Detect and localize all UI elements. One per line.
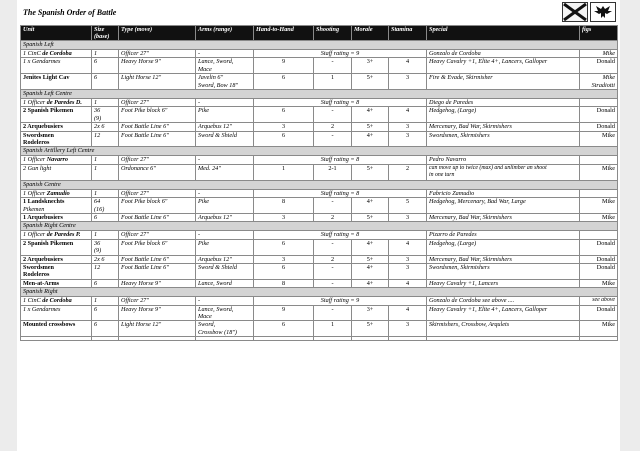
arms-cell: Arquebus 12" — [196, 123, 254, 131]
morale-cell: 4+ — [352, 263, 389, 279]
h2h-cell: 6 — [254, 321, 314, 337]
morale-cell: 4+ — [352, 279, 389, 287]
unit-name: Men-at-Arms — [23, 279, 60, 287]
stamina-cell: 3 — [389, 213, 427, 221]
special-cell: Heavy Cavalry +1, Lancers — [427, 279, 580, 287]
figs-cell — [580, 231, 618, 239]
size-cell: 1 — [92, 156, 119, 164]
figs-cell: Donald — [580, 107, 618, 123]
figs-cell: Donald — [580, 123, 618, 131]
table-row — [21, 198, 618, 214]
morale-cell: 4+ — [352, 198, 389, 214]
section-row — [21, 180, 618, 189]
special-line: can move up to twice (max) and unlimber an shoot — [429, 164, 547, 171]
figs-cell: Donald — [580, 239, 618, 255]
unit-name: 2 Spanish Pikemen — [23, 107, 74, 115]
unit-cell — [21, 189, 92, 197]
unit-officer-name: de Cordoba — [42, 50, 72, 57]
unit-cell — [21, 213, 92, 221]
special-cell: Hedgehog, (Large) — [427, 239, 580, 255]
header-figs: figs — [580, 26, 618, 41]
unit-cell — [21, 297, 92, 305]
unit-officer-name: de Cordoba — [42, 297, 72, 305]
unit-officer-name: Zamudio — [46, 189, 70, 197]
figs-cell: see above — [580, 297, 618, 305]
type-cell: Heavy Horse 9" — [119, 58, 196, 74]
unit-cell — [21, 74, 92, 90]
arms-line: Mace — [198, 65, 212, 73]
unit-rank: 1 Officer — [23, 231, 47, 239]
arms-cell: Pike — [196, 107, 254, 123]
header-size: Size (base) — [92, 26, 119, 41]
stamina-cell: 3 — [389, 255, 427, 263]
special-cell: Heavy Cavalry +1, Elite 4+, Lancers, Galloper — [427, 58, 580, 74]
h2h-cell: 6 — [254, 107, 314, 123]
table-row — [21, 231, 618, 239]
unit-cell — [21, 239, 92, 255]
arms-line: Sword, Bow 18" — [198, 81, 239, 89]
morale-cell: 5+ — [352, 123, 389, 131]
arms-cell: Sword & Shield — [196, 263, 254, 279]
table-row — [21, 337, 618, 341]
type-cell: Officer 27" — [119, 156, 196, 164]
empty-cell — [314, 337, 352, 341]
morale-cell: 3+ — [352, 58, 389, 74]
stamina-cell: 4 — [389, 107, 427, 123]
table-row — [21, 164, 618, 180]
shooting-cell: - — [314, 279, 352, 287]
size-cell: 6 — [92, 321, 119, 337]
special-cell: Diego de Paredes — [427, 99, 580, 107]
special-cell: Mercenary, Bad War, Skirmishers — [427, 255, 580, 263]
arms-cell: Pike — [196, 239, 254, 255]
unit-cell — [21, 123, 92, 131]
staff-rating-cell: Staff rating = 8 — [254, 99, 427, 107]
header-arms: Arms (range) — [196, 26, 254, 41]
unit-rank: 1 Officer — [23, 189, 47, 197]
shooting-cell: 1 — [314, 74, 352, 90]
unit-name: 2 Spanish Pikemen — [23, 239, 74, 247]
table-row — [21, 74, 618, 90]
morale-cell: 5+ — [352, 213, 389, 221]
figs-cell: Mike — [580, 279, 618, 287]
header-row — [21, 26, 618, 41]
size-cell: 12 — [92, 263, 119, 279]
special-cell: Fabricio Zamudio — [427, 189, 580, 197]
stamina-cell: 4 — [389, 239, 427, 255]
type-cell: Foot Pike block 6" — [119, 239, 196, 255]
stamina-cell: 3 — [389, 74, 427, 90]
stamina-cell: 3 — [389, 263, 427, 279]
stamina-cell: 3 — [389, 123, 427, 131]
staff-rating-cell: Staff rating = 8 — [254, 156, 427, 164]
section-title: Spanish Artillery Left Centre — [21, 147, 618, 156]
arms-cell: Lance, Sword — [196, 279, 254, 287]
arms-cell: - — [196, 231, 254, 239]
figs-line: Mike — [602, 74, 615, 82]
special-cell: Heavy Cavalry +1, Elite 4+, Lancers, Galloper — [427, 305, 580, 321]
special-cell — [427, 164, 580, 180]
unit-subname: Pikemen — [23, 205, 45, 213]
h2h-cell: 6 — [254, 131, 314, 147]
unit-cell: 1 x Gendarmes — [21, 58, 92, 74]
unit-cell — [21, 321, 92, 337]
stamina-cell: 2 — [389, 164, 427, 180]
unit-name: Swordsmen — [23, 263, 54, 271]
shooting-cell: - — [314, 131, 352, 147]
table-row — [21, 189, 618, 197]
arms-line: Lance, Sword, — [198, 305, 234, 313]
special-cell: Hedgehog, (Large) — [427, 107, 580, 123]
unit-cell — [21, 255, 92, 263]
shooting-cell: 2 — [314, 255, 352, 263]
size-cell: 6 — [92, 58, 119, 74]
size-line: 36 — [94, 239, 101, 247]
special-cell: Gonzalo de Cordoba — [427, 50, 580, 58]
arms-cell: - — [196, 50, 254, 58]
figs-cell — [580, 74, 618, 90]
special-cell: Pizarro de Paredes — [427, 231, 580, 239]
figs-cell: Donald — [580, 255, 618, 263]
figs-cell: Donald — [580, 263, 618, 279]
figs-cell: Donald — [580, 58, 618, 74]
table-row — [21, 213, 618, 221]
table-row — [21, 321, 618, 337]
shooting-cell: 2-1 — [314, 164, 352, 180]
table-row — [21, 305, 618, 321]
shooting-cell: - — [314, 239, 352, 255]
section-row — [21, 90, 618, 99]
unit-cell — [21, 198, 92, 214]
type-cell: Heavy Horse 9" — [119, 279, 196, 287]
unit-name: 1 Arquebusiers — [23, 213, 63, 221]
size-cell: 1 — [92, 189, 119, 197]
arms-cell: Pike — [196, 198, 254, 214]
table-row — [21, 255, 618, 263]
unit-cell — [21, 99, 92, 107]
shooting-cell: - — [314, 198, 352, 214]
section-title: Spanish Right — [21, 288, 618, 297]
unit-officer-name: de Paredes D. — [46, 99, 82, 107]
type-cell: Officer 27" — [119, 231, 196, 239]
arms-cell — [196, 321, 254, 337]
empty-cell — [389, 337, 427, 341]
unit-name: Mounted crossbows — [23, 321, 76, 329]
special-cell: Swordsmen, Skirmishers — [427, 131, 580, 147]
type-cell: Foot Battle Line 6" — [119, 255, 196, 263]
morale-cell: 5+ — [352, 255, 389, 263]
type-cell: Foot Pike block 6" — [119, 107, 196, 123]
header-type: Type (move) — [119, 26, 196, 41]
type-cell: Officer 27" — [119, 50, 196, 58]
arms-line: Lance, Sword, — [198, 58, 234, 66]
size-cell — [92, 198, 119, 214]
arms-cell: Arquebus 12" — [196, 255, 254, 263]
shooting-cell: 2 — [314, 213, 352, 221]
burgundy-cross-flag-icon — [562, 2, 588, 22]
type-cell: Heavy Horse 9" — [119, 305, 196, 321]
unit-rank: 1 Officer — [23, 99, 47, 107]
section-title: Spanish Left Centre — [21, 90, 618, 99]
unit-rank: 1 Officer — [23, 156, 47, 164]
size-line: (9) — [94, 247, 102, 255]
h2h-cell: 3 — [254, 255, 314, 263]
shooting-cell: - — [314, 263, 352, 279]
staff-rating-cell: Staff rating = 8 — [254, 189, 427, 197]
h2h-cell: 3 — [254, 123, 314, 131]
order-of-battle-table — [20, 25, 618, 341]
h2h-cell: 3 — [254, 213, 314, 221]
figs-line: Stradiotti — [591, 81, 615, 89]
figs-cell: Mike — [580, 164, 618, 180]
unit-cell: 1 x Gendarmes — [21, 305, 92, 321]
header-shooting: Shooting — [314, 26, 352, 41]
h2h-cell: 6 — [254, 263, 314, 279]
type-cell: Foot Pike block 6" — [119, 198, 196, 214]
unit-cell — [21, 231, 92, 239]
table-row — [21, 297, 618, 305]
figs-cell: Mike — [580, 213, 618, 221]
table-row — [21, 131, 618, 147]
unit-cell — [21, 50, 92, 58]
arms-line: Crossbow (18") — [198, 328, 237, 336]
empty-cell — [92, 337, 119, 341]
size-line: (9) — [94, 114, 102, 122]
size-cell: 6 — [92, 305, 119, 321]
size-cell — [92, 107, 119, 123]
section-row — [21, 41, 618, 50]
special-cell: Mercenary, Bad War, Skirmishers — [427, 213, 580, 221]
size-cell: 2x 6 — [92, 123, 119, 131]
stamina-cell: 3 — [389, 131, 427, 147]
unit-rank: 1 CinC — [23, 50, 43, 57]
table-row — [21, 58, 618, 74]
arms-cell: Sword & Shield — [196, 131, 254, 147]
h2h-cell: 6 — [254, 239, 314, 255]
arms-cell: Arquebus 12" — [196, 213, 254, 221]
size-cell: 12 — [92, 131, 119, 147]
table-row — [21, 123, 618, 131]
header-h2h: Hand-to-Hand — [254, 26, 314, 41]
arms-cell: - — [196, 297, 254, 305]
special-cell: Mercenary, Bad War, Skirmishers — [427, 123, 580, 131]
table-row — [21, 156, 618, 164]
arms-cell — [196, 58, 254, 74]
table-row — [21, 99, 618, 107]
unit-name: Rodeleros — [23, 139, 50, 147]
table-row — [21, 263, 618, 279]
table-row — [21, 107, 618, 123]
section-row — [21, 222, 618, 231]
size-cell: 1 — [92, 231, 119, 239]
stamina-cell: 4 — [389, 305, 427, 321]
unit-officer-name: Navarro — [46, 156, 69, 164]
type-cell: Foot Battle Line 6" — [119, 123, 196, 131]
figs-cell — [580, 99, 618, 107]
h2h-cell: 9 — [254, 305, 314, 321]
h2h-cell: 8 — [254, 198, 314, 214]
type-cell: Officer 27" — [119, 189, 196, 197]
shooting-cell: - — [314, 305, 352, 321]
arms-line: Mace — [198, 312, 212, 320]
document-title: The Spanish Order of Battle — [23, 8, 117, 17]
unit-cell — [21, 279, 92, 287]
type-cell: Foot Battle Line 6" — [119, 131, 196, 147]
size-cell: 1 — [92, 50, 119, 58]
arms-cell: - — [196, 156, 254, 164]
shooting-cell: 2 — [314, 123, 352, 131]
header-stamina: Stamina — [389, 26, 427, 41]
unit-rank: 1 CinC — [23, 297, 43, 305]
header-unit: Unit — [21, 26, 92, 41]
empty-cell — [119, 337, 196, 341]
morale-cell: 5+ — [352, 74, 389, 90]
stamina-cell: 4 — [389, 279, 427, 287]
special-cell: Hedgehog, Mercenary, Bad War, Large — [427, 198, 580, 214]
unit-cell: 2 Gun light — [21, 164, 92, 180]
figs-cell: Donald — [580, 305, 618, 321]
type-cell: Ordonance 6" — [119, 164, 196, 180]
figs-cell: Mike — [580, 50, 618, 58]
empty-cell — [352, 337, 389, 341]
unit-name: Rodeleros — [23, 271, 50, 279]
shooting-cell: - — [314, 58, 352, 74]
size-cell: 1 — [92, 297, 119, 305]
figs-cell — [580, 189, 618, 197]
arms-cell: Med. 24" — [196, 164, 254, 180]
size-cell: 6 — [92, 74, 119, 90]
section-title: Spanish Centre — [21, 180, 618, 189]
morale-cell: 4+ — [352, 107, 389, 123]
header-special: Special — [427, 26, 580, 41]
unit-cell — [21, 156, 92, 164]
type-cell: Officer 27" — [119, 297, 196, 305]
h2h-cell: 6 — [254, 74, 314, 90]
morale-cell: 4+ — [352, 131, 389, 147]
empty-cell — [427, 337, 580, 341]
stamina-cell: 4 — [389, 58, 427, 74]
unit-name: Jenites Light Cav — [23, 74, 70, 82]
staff-rating-cell: Staff rating = 8 — [254, 231, 427, 239]
size-line: 36 — [94, 107, 101, 115]
arms-cell — [196, 305, 254, 321]
size-cell: 2x 6 — [92, 255, 119, 263]
section-row — [21, 288, 618, 297]
unit-cell — [21, 131, 92, 147]
h2h-cell: 8 — [254, 279, 314, 287]
figs-cell: Mike — [580, 198, 618, 214]
type-cell: Light Horse 12" — [119, 74, 196, 90]
type-cell: Officer 27" — [119, 99, 196, 107]
special-cell: Skirmishers, Crossbow, Arqulets — [427, 321, 580, 337]
table-row — [21, 50, 618, 58]
table-row — [21, 239, 618, 255]
size-cell: 1 — [92, 99, 119, 107]
flag-group — [562, 2, 616, 22]
shooting-cell: 1 — [314, 321, 352, 337]
size-cell: 6 — [92, 279, 119, 287]
unit-cell — [21, 107, 92, 123]
empty-cell — [21, 337, 92, 341]
type-cell: Foot Battle Line 6" — [119, 213, 196, 221]
figs-cell: Mike — [580, 321, 618, 337]
type-cell: Light Horse 12" — [119, 321, 196, 337]
special-cell: Swordsmen, Skirmishers — [427, 263, 580, 279]
arms-cell: - — [196, 99, 254, 107]
special-line: in one turn — [429, 172, 455, 179]
size-cell — [92, 239, 119, 255]
arms-line: Javelin 6" — [198, 74, 224, 82]
stamina-cell: 3 — [389, 321, 427, 337]
arms-cell — [196, 74, 254, 90]
stamina-cell: 5 — [389, 198, 427, 214]
staff-rating-cell: Staff rating = 9 — [254, 297, 427, 305]
section-row — [21, 147, 618, 156]
unit-name: 2 Arquebusiers — [23, 123, 63, 131]
morale-cell: 4+ — [352, 239, 389, 255]
morale-cell: 5+ — [352, 164, 389, 180]
special-cell: Pedro Navarro — [427, 156, 580, 164]
eagle-flag-icon — [590, 2, 616, 22]
special-cell: Gonzalo de Cordoba see above .... — [427, 297, 580, 305]
special-cell: Fire & Evade, Skirmisher — [427, 74, 580, 90]
section-title: Spanish Right Centre — [21, 222, 618, 231]
h2h-cell: 9 — [254, 58, 314, 74]
table-row — [21, 279, 618, 287]
unit-name: Swordsmen — [23, 131, 54, 139]
morale-cell: 3+ — [352, 305, 389, 321]
document-page — [17, 0, 620, 451]
shooting-cell: - — [314, 107, 352, 123]
unit-cell — [21, 263, 92, 279]
section-title: Spanish Left — [21, 41, 618, 50]
unit-officer-name: de Paredes P. — [46, 231, 81, 239]
size-line: 64 — [94, 198, 101, 206]
h2h-cell: 1 — [254, 164, 314, 180]
size-line: (16) — [94, 205, 105, 213]
size-cell: 1 — [92, 164, 119, 180]
unit-name: 1 Landsknechts — [23, 198, 65, 206]
empty-cell — [580, 337, 618, 341]
arms-cell: - — [196, 189, 254, 197]
type-cell: Foot Battle Line 6" — [119, 263, 196, 279]
figs-cell — [580, 156, 618, 164]
morale-cell: 5+ — [352, 321, 389, 337]
empty-cell — [196, 337, 254, 341]
arms-line: Sword, — [198, 321, 216, 329]
unit-name: 2 Arquebusiers — [23, 255, 63, 263]
staff-rating-cell: Staff rating = 9 — [254, 50, 427, 58]
empty-cell — [254, 337, 314, 341]
figs-cell: Mike — [580, 131, 618, 147]
header-morale: Morale — [352, 26, 389, 41]
size-cell: 6 — [92, 213, 119, 221]
